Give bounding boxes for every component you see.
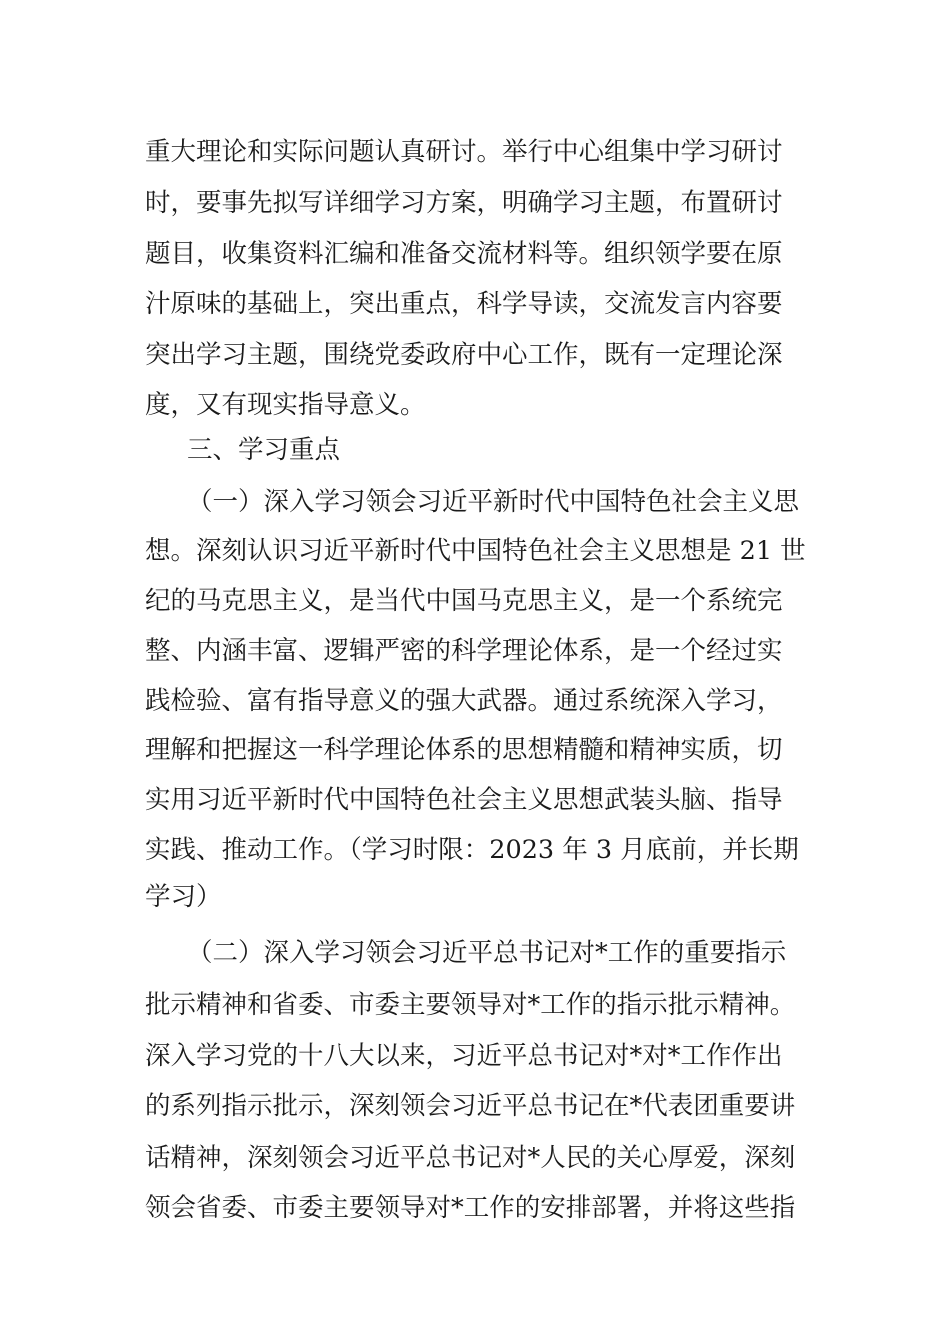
subsection-heading: （二）深入学习领会习近平总书记对*工作的重要指示 [187, 938, 787, 968]
text-line: 度，又有现实指导意义。 [145, 390, 426, 420]
text-line: 话精神，深刻领会习近平总书记对*人民的关心厚爱，深刻 [145, 1143, 796, 1173]
text-line: 整、内涵丰富、逻辑严密的科学理论体系，是一个经过实 [145, 636, 783, 666]
text-line: 突出学习主题，围绕党委政府中心工作，既有一定理论深 [145, 340, 783, 370]
text-line: 的系列指示批示，深刻领会习近平总书记在*代表团重要讲 [145, 1091, 796, 1121]
text-line: 学习） [145, 882, 222, 912]
text-line: 重大理论和实际问题认真研讨。举行中心组集中学习研讨 [145, 137, 783, 167]
text-line: 批示精神和省委、市委主要领导对*工作的指示批示精神。 [145, 990, 796, 1020]
text-line: 领会省委、市委主要领导对*工作的安排部署，并将这些指 [145, 1193, 796, 1223]
text-line: 理解和把握这一科学理论体系的思想精髓和精神实质，切 [145, 735, 783, 765]
text-line: 汁原味的基础上，突出重点，科学导读，交流发言内容要 [145, 289, 783, 319]
text-line: 深入学习党的十八大以来，习近平总书记对*对*工作作出 [145, 1041, 783, 1071]
text-line: 践检验、富有指导意义的强大武器。通过系统深入学习， [145, 686, 783, 716]
text-line: 纪的马克思主义，是当代中国马克思主义，是一个系统完 [145, 586, 783, 616]
text-line: 题目，收集资料汇编和准备交流材料等。组织领学要在原 [145, 239, 783, 269]
text-line: 时，要事先拟写详细学习方案，明确学习主题，布置研讨 [145, 188, 783, 218]
subsection-heading: （一）深入学习领会习近平新时代中国特色社会主义思 [187, 487, 800, 517]
section-heading: 三、学习重点 [187, 435, 341, 465]
text-line: 想。深刻认识习近平新时代中国特色社会主义思想是 21 世 [145, 536, 806, 566]
text-line: 实用习近平新时代中国特色社会主义思想武装头脑、指导 [145, 785, 783, 815]
text-line: 实践、推动工作。（学习时限：2023 年 3 月底前，并长期 [145, 835, 799, 865]
